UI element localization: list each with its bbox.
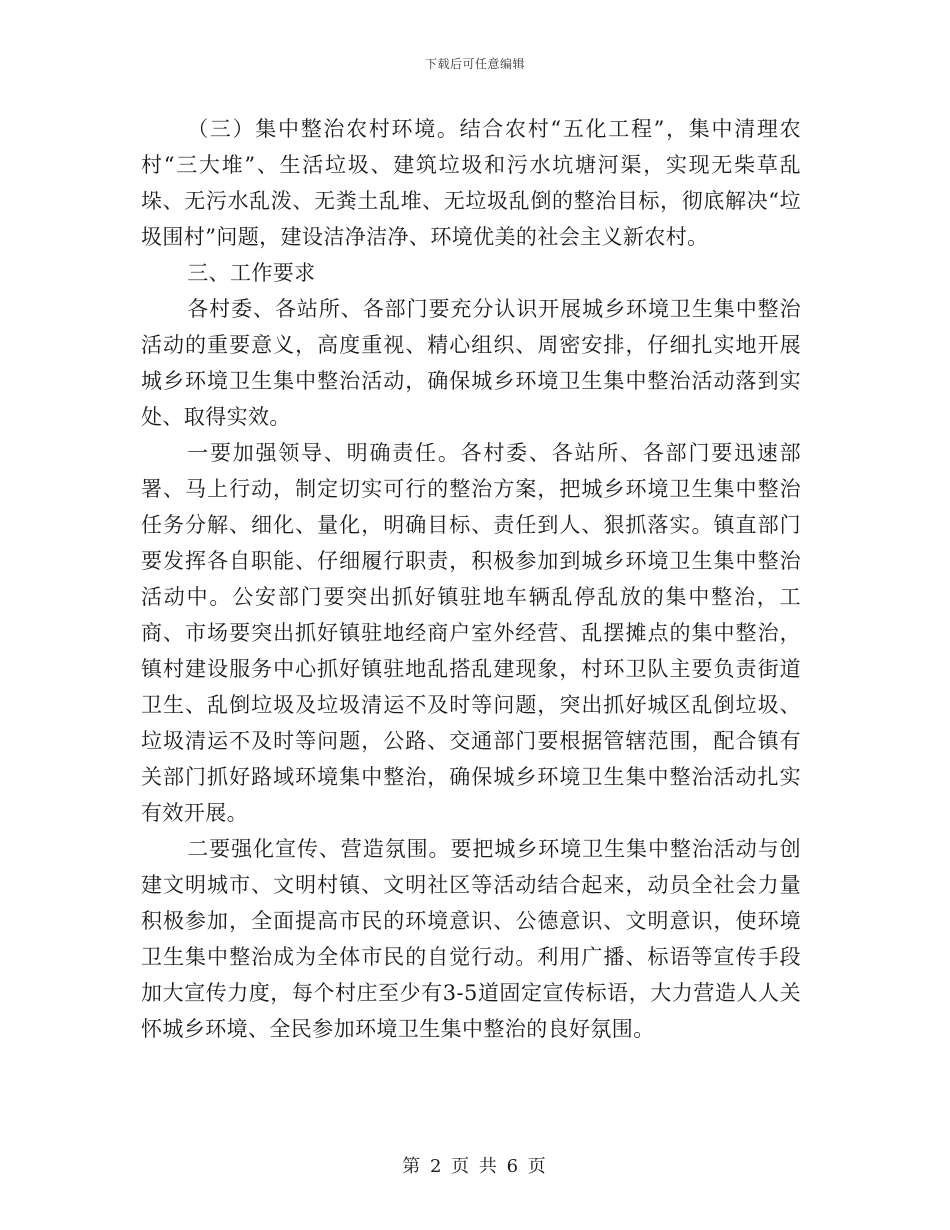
paragraph-publicity: 二要强化宣传、营造氛围。要把城乡环境卫生集中整治活动与创建文明城市、文明村镇、文明社区等活动结合起来，动员全社会力量积极参加，全面提高市民的环境意识、公德意识、文明意识，使环境卫生集中整治成为全体市民的自觉行动。利用广播、标语等宣传手段加大宣传力度，每个村庄至少有3-5道固定宣传标语，大力营造人人关怀城乡环境、全民参加环境卫生集中整治的良好氛围。 bbox=[141, 837, 801, 1041]
page-header: 下载后可任意编辑 bbox=[424, 57, 525, 71]
section-heading-work-requirements: 三、工作要求 bbox=[187, 261, 316, 285]
paragraph-rural-environment: （三）集中整治农村环境。结合农村“五化工程”，集中清理农村“三大堆”、生活垃圾、建筑垃圾和污水坑塘河渠，实现无柴草乱垛、无污水乱泼、无粪土乱堆、无垃圾乱倒的整治目标，彻底解决“垃圾围村”问题，建设洁净洁净、环境优美的社会主义新农村。 bbox=[141, 117, 801, 249]
document-body bbox=[141, 111, 801, 1047]
paragraph-importance: 各村委、各站所、各部门要充分认识开展城乡环境卫生集中整治活动的重要意义，高度重视、精心组织、周密安排，仔细扎实地开展城乡环境卫生集中整治活动，确保城乡环境卫生集中整治活动落到实处、取得实效。 bbox=[141, 297, 801, 429]
page-number: 第 2 页 共 6 页 bbox=[402, 1156, 548, 1177]
paragraph-leadership: 一要加强领导、明确责任。各村委、各站所、各部门要迅速部署、马上行动，制定切实可行的整治方案，把城乡环境卫生集中整治任务分解、细化、量化，明确目标、责任到人、狠抓落实。镇直部门要发挥各自职能、仔细履行职责，积极参加到城乡环境卫生集中整治活动中。公安部门要突出抓好镇驻地车辆乱停乱放的集中整治，工商、市场要突出抓好镇驻地经商户室外经营、乱摆摊点的集中整治，镇村建设服务中心抓好镇驻地乱搭乱建现象，村环卫队主要负责街道卫生、乱倒垃圾及垃圾清运不及时等问题，突出抓好城区乱倒垃圾、垃圾清运不及时等问题，公路、交通部门要根据管辖范围，配合镇有关部门抓好路域环境集中整治，确保城乡环境卫生集中整治活动扎实有效开展。 bbox=[141, 441, 801, 825]
